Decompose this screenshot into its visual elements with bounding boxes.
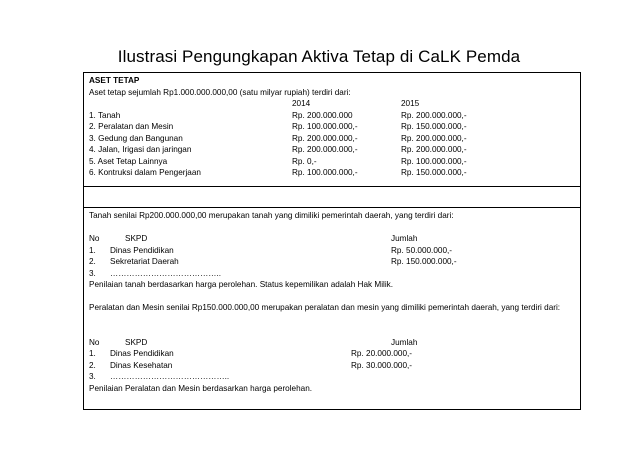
year-2015: 2015 [401, 99, 420, 108]
col-jumlah: Jumlah [391, 234, 418, 243]
tanah-intro: Tanah senilai Rp200.000.000,00 merupakan tanah yang dimiliki pemerintah daerah, yang terdiri dari: [89, 211, 454, 220]
row-skpd: ………………………………….. [110, 268, 221, 278]
row-no: 3. [89, 372, 96, 381]
aset-value-2015: Rp. 200.000.000,- [401, 145, 467, 154]
peralatan-row [89, 348, 574, 360]
aset-label: 5. Aset Tetap Lainnya [89, 156, 168, 166]
row-no: 1. [89, 245, 96, 255]
aset-label: 1. Tanah [89, 110, 121, 120]
row-jumlah: Rp. 150.000.000,- [391, 257, 457, 266]
aset-intro: Aset tetap sejumlah Rp1.000.000.000,00 (satu milyar rupiah) terdiri dari: [89, 87, 351, 97]
aset-label: 3. Gedung dan Bangunan [89, 133, 183, 143]
row-skpd: Sekretariat Daerah [110, 257, 179, 266]
row-no: 2. [89, 257, 96, 266]
row-jumlah: Rp. 20.000.000,- [351, 349, 412, 358]
col-skpd: SKPD [125, 337, 148, 347]
aset-value-2014: Rp. 100.000.000,- [292, 122, 358, 131]
tanah-note: Penilaian tanah berdasarkan harga perolehan. Status kepemilikan adalah Hak Milik. [89, 280, 394, 289]
peralatan-row [89, 371, 574, 383]
row-jumlah: Rp. 50.000.000,- [391, 245, 452, 255]
aset-row [89, 167, 574, 179]
row-skpd: Dinas Kesehatan [110, 360, 173, 370]
col-jumlah: Jumlah [391, 337, 418, 347]
aset-label: 6. Kontruksi dalam Pengerjaan [89, 168, 201, 177]
page-title: Ilustrasi Pengungkapan Aktiva Tetap di CaLK Pemda [117, 47, 521, 66]
peralatan-row [89, 360, 574, 372]
aset-row [89, 110, 574, 122]
tanah-row [89, 256, 574, 268]
col-no: No [89, 234, 100, 243]
aset-value-2014: Rp. 200.000.000 [292, 110, 353, 120]
row-skpd: Dinas Pendidikan [110, 349, 174, 358]
row-no: 1. [89, 349, 96, 358]
tanah-header-row [89, 233, 574, 245]
year-2014: 2014 [292, 99, 311, 108]
peralatan-note: Penilaian Peralatan dan Mesin berdasarkan harga perolehan. [89, 383, 313, 393]
aset-value-2015: Rp. 200.000.000,- [401, 133, 467, 143]
row-jumlah: Rp. 30.000.000,- [351, 360, 412, 370]
aset-value-2014: Rp. 200.000.000,- [292, 145, 358, 154]
peralatan-header-row [89, 337, 574, 349]
aset-value-2014: Rp. 0,- [292, 156, 317, 166]
row-no: 3. [89, 268, 96, 278]
rincian-box [83, 207, 581, 410]
tanah-row [89, 245, 574, 257]
aset-value-2014: Rp. 200.000.000,- [292, 133, 358, 143]
row-skpd: Dinas Pendidikan [110, 245, 174, 255]
aset-value-2015: Rp. 100.000.000,- [401, 156, 467, 166]
col-skpd: SKPD [125, 234, 148, 243]
aset-value-2014: Rp. 100.000.000,- [292, 168, 358, 177]
aset-row [89, 156, 574, 168]
aset-value-2015: Rp. 150.000.000,- [401, 168, 467, 177]
aset-row [89, 121, 574, 133]
aset-label: 4. Jalan, Irigasi dan jaringan [89, 145, 192, 154]
row-skpd: …………………………………….. [110, 372, 230, 381]
col-no: No [89, 337, 100, 347]
year-header-row [89, 98, 574, 110]
aset-tetap-box [83, 72, 581, 187]
aset-row [89, 144, 574, 156]
aset-label: 2. Peralatan dan Mesin [89, 122, 174, 131]
aset-value-2015: Rp. 150.000.000,- [401, 122, 467, 131]
aset-value-2015: Rp. 200.000.000,- [401, 110, 467, 120]
aset-heading: ASET TETAP [89, 76, 140, 85]
tanah-row [89, 268, 574, 280]
peralatan-intro: Peralatan dan Mesin senilai Rp150.000.000,00 merupakan peralatan dan mesin yang dimiliki pemerintah daerah, yang terdiri dari: [89, 303, 561, 312]
aset-row [89, 133, 574, 145]
empty-divider-row [83, 187, 581, 208]
row-no: 2. [89, 360, 96, 370]
